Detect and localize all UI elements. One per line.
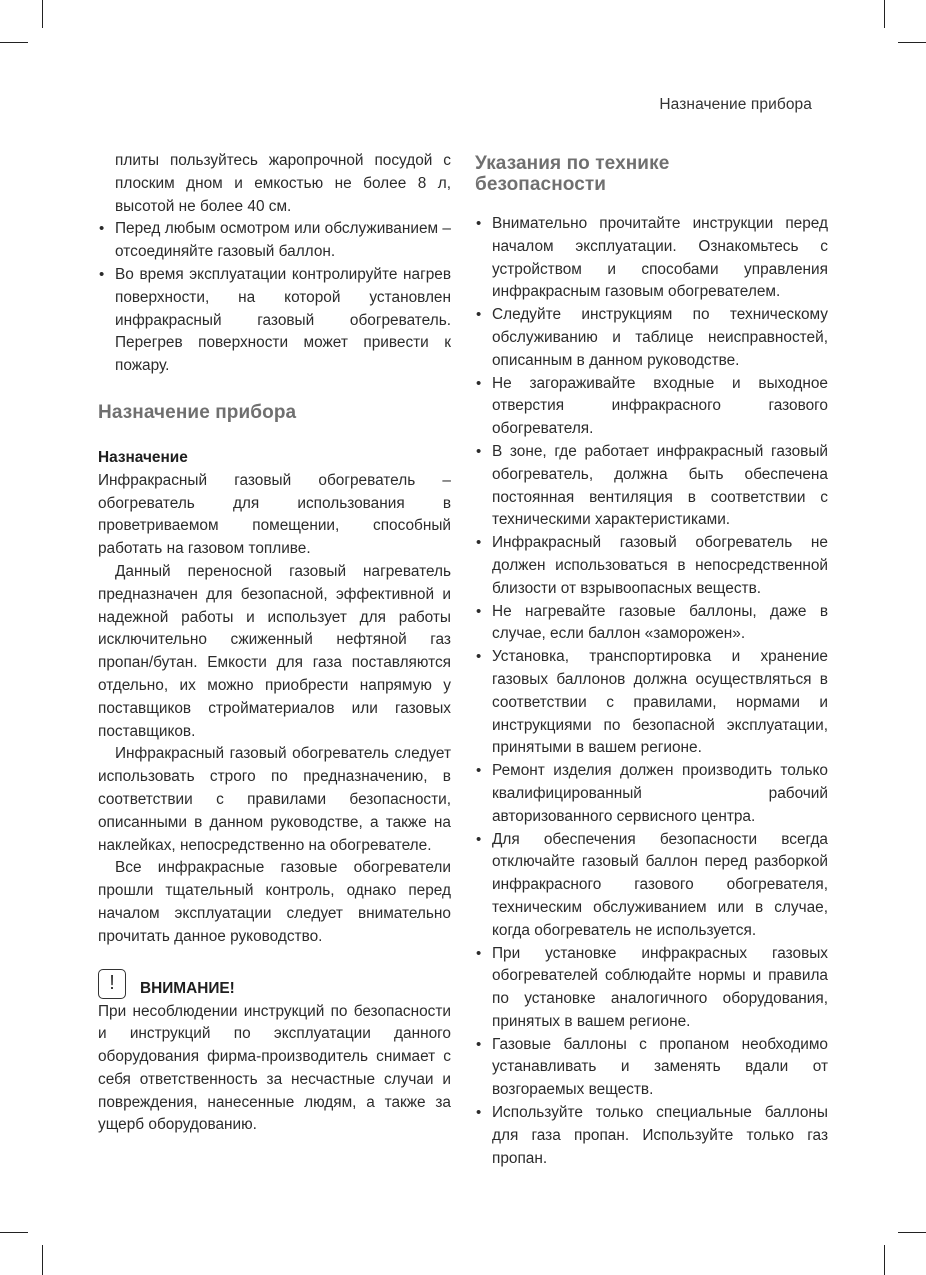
running-header: Назначение прибора — [659, 96, 812, 113]
right-column — [475, 150, 828, 1170]
list-item: • Установка, транспортировка и хранение газовых баллонов должна осуществляться в соответствии с правилами, нормами и инструкциями по безопасной эксплуатации, принятыми в вашем регионе. — [476, 648, 828, 757]
safety-bullet-list — [475, 213, 828, 1170]
crop-mark — [898, 1232, 926, 1233]
subsection-title: Назначение — [98, 448, 188, 466]
bullet-icon: • — [99, 265, 105, 283]
list-item: • Для обеспечения безопасности всегда отключайте газовый баллон перед разборкой инфракрасного газового обогревателя, техническим обслуживанием или в случае, когда обогреватель не используется. — [476, 830, 828, 939]
top-bullet-list — [98, 218, 451, 378]
exclamation-icon: ! — [98, 969, 126, 999]
list-item: • Не нагревайте газовые баллоны, даже в случае, если баллон «заморожен». — [476, 602, 828, 643]
list-item: • Во время эксплуатации контролируйте нагрев поверхности, на которой установлен инфракрасный газовый обогреватель. Перегрев поверхности может привести к пожару. — [99, 265, 451, 375]
crop-mark — [42, 1245, 43, 1275]
bullet-icon: • — [476, 762, 482, 780]
crop-mark — [884, 0, 885, 28]
list-item: • В зоне, где работает инфракрасный газовый обогреватель, должна быть обеспечена постоянная вентиляция в соответствии с техническими характеристиками. — [476, 442, 828, 529]
crop-mark — [42, 0, 43, 28]
warning-label: ВНИМАНИЕ! — [140, 979, 235, 997]
list-item: • Ремонт изделия должен производить только квалифицированный рабочий авторизованного сервисного центра. — [476, 762, 828, 825]
list-item: • Газовые баллоны с пропаном необходимо устанавливать и заменять вдали от возгораемых веществ. — [476, 1035, 828, 1099]
bullet-icon: • — [476, 944, 482, 962]
list-item: • Следуйте инструкциям по техническому обслуживанию и таблице неисправностей, описанным в данном руководстве. — [476, 306, 828, 369]
bullet-icon: • — [476, 442, 482, 460]
bullet-icon: • — [99, 220, 105, 238]
paragraph: Инфракрасный газовый обогреватель – обогреватель для использования в проветриваемом помещении, способный работать на газовом топливе. — [98, 471, 451, 558]
bullet-icon: • — [476, 602, 482, 620]
bullet-icon: • — [476, 534, 482, 552]
bullet-icon: • — [476, 1035, 482, 1053]
crop-mark — [0, 1232, 28, 1233]
warning-header — [98, 959, 451, 999]
section-title: Назначение прибора — [98, 401, 297, 423]
list-item: • Инфракрасный газовый обогреватель не должен использоваться в непосредственной близости от взрывоопасных веществ. — [476, 534, 828, 597]
warning-text: При несоблюдении инструкций по безопасности и инструкций по эксплуатации данного оборудования фирма-производитель снимает с себя ответственность за несчастные случаи и повреждения, нанесенные людям, а также за ущерб оборудованию. — [98, 1002, 451, 1134]
crop-mark — [884, 1245, 885, 1275]
list-item: • Перед любым осмотром или обслуживанием – отсоединяйте газовый баллон. — [99, 220, 451, 261]
bullet-icon: • — [476, 215, 482, 232]
paragraph: Все инфракрасные газовые обогреватели прошли тщательный контроль, однако перед началом эксплуатации следует внимательно прочитать данное руководство. — [98, 859, 451, 945]
bullet-icon: • — [476, 1104, 482, 1122]
list-item: • При установке инфракрасных газовых обогревателей соблюдайте нормы и правила по установке аналогичного оборудования, принятых в вашем регионе. — [476, 944, 828, 1030]
bullet-icon: • — [476, 374, 482, 392]
left-column — [98, 150, 451, 1137]
crop-mark — [898, 42, 926, 43]
safety-section-title: Указания по технике безопасности — [475, 153, 670, 195]
list-item: • Внимательно прочитайте инструкции перед началом эксплуатации. Ознакомьтесь с устройством и способами управления инфракрасным газовым обогревателем. — [476, 215, 828, 301]
bullet-icon: • — [476, 648, 482, 666]
list-item: • Не загораживайте входные и выходное отверстия инфракрасного газового обогревателя. — [476, 374, 828, 438]
list-item: • Используйте только специальные баллоны для газа пропан. Используйте только газ пропан. — [476, 1104, 828, 1167]
bullet-icon: • — [476, 306, 482, 324]
bullet-icon: • — [476, 830, 482, 848]
paragraph: Инфракрасный газовый обогреватель следует использовать строго по предназначению, в соответствии с правилами безопасности, описанными в данном руководстве, а также на наклейках, непосредственно на обогревателе. — [98, 745, 451, 854]
crop-mark — [0, 42, 28, 43]
continued-text: плиты пользуйтесь жаропрочной посудой с плоским дном и емкостью не более 8 л, высотой не более 40 см. — [115, 152, 451, 215]
paragraph: Данный переносной газовый нагреватель предназначен для безопасной, эффективной и надежной работы и использует для работы исключительно сжиженный нефтяной газ пропан/бутан. Емкости для газа поставляются отдельно, их можно приобрести напрямую у поставщиков стройматериалов или газовых поставщиков. — [98, 562, 451, 740]
